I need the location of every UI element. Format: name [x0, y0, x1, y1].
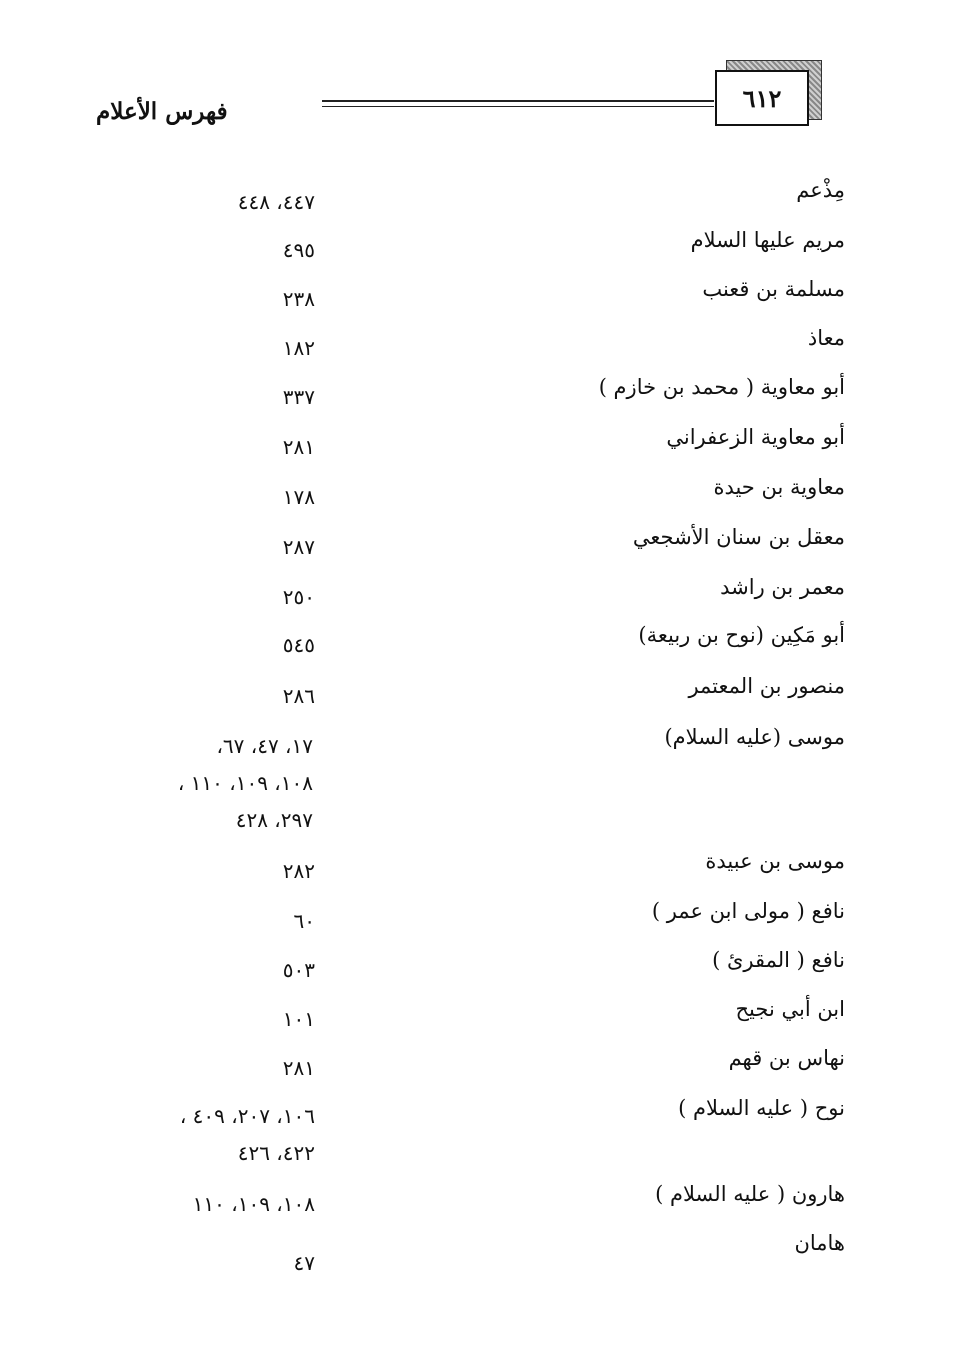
entry-name: أبو معاوية الزعفراني — [666, 425, 845, 449]
page-number: ٦١٢ — [742, 83, 782, 113]
entry-name: موسى بن عبيدة — [705, 849, 845, 873]
entry-pages: ٢٨١ — [282, 435, 315, 459]
entry-name: نافع ( مولى ابن عمر ) — [651, 899, 845, 923]
entry-pages: ٣٣٧ — [282, 385, 315, 409]
entry-pages: ٢٨٦ — [282, 684, 315, 708]
entry-pages: ١٧٨ — [282, 485, 315, 509]
entry-name: مسلمة بن قعنب — [702, 277, 845, 301]
entry-name: هارون ( عليه السلام ) — [655, 1182, 845, 1206]
entry-pages: ٢٨١ — [282, 1056, 315, 1080]
entry-pages: ١٠١ — [282, 1007, 315, 1031]
header-rule-thin — [322, 106, 714, 107]
page-number-box — [715, 70, 809, 126]
entry-name: مِذْعم — [796, 178, 845, 202]
entry-name: أبو معاوية ( محمد بن خازم ) — [598, 375, 845, 399]
page-header-title: فهرس الأعلام — [96, 98, 228, 125]
entry-pages: ٦٠ — [293, 909, 315, 933]
entry-pages: ٢٣٨ — [282, 287, 315, 311]
entry-name: موسى (عليه السلام) — [664, 725, 845, 749]
entry-name: مريم عليها السلام — [690, 228, 845, 252]
entry-pages: ١٠٦، ٢٠٧، ٤٠٩ ، ٤٢٢، ٤٢٦ — [179, 1104, 315, 1165]
entry-pages: ٤٤٧، ٤٤٨ — [237, 190, 315, 214]
entry-name: معمر بن راشد — [720, 575, 845, 599]
entry-pages: ٤٧ — [293, 1251, 315, 1275]
entry-pages: ١٨٢ — [282, 336, 315, 360]
entry-name: ابن أبي نجيح — [735, 997, 845, 1021]
entry-name: أبو مَكِين (نوح بن ربيعة) — [638, 623, 845, 647]
entry-name: نوح ( عليه السلام ) — [678, 1096, 845, 1120]
entry-pages: ١٠٨، ١٠٩، ١١٠ — [192, 1192, 315, 1216]
entry-pages: ٢٨٧ — [282, 535, 315, 559]
entry-pages: ٢٨٢ — [282, 859, 315, 883]
entry-pages: ١٧، ٤٧، ٦٧، ١٠٨، ١٠٩، ١١٠ ، ٢٩٧، ٤٢٨ — [177, 734, 313, 832]
entry-name: نافع ( المقرئ ) — [712, 948, 845, 972]
entry-name: معقل بن سنان الأشجعي — [632, 525, 845, 549]
entry-name: معاوية بن حيدة — [713, 475, 845, 499]
entry-name: هامان — [794, 1231, 845, 1255]
entry-pages: ٤٩٥ — [282, 238, 315, 262]
entry-pages: ٥٠٣ — [282, 958, 315, 982]
entry-name: معاذ — [807, 326, 845, 350]
entry-pages: ٢٥٠ — [282, 585, 315, 609]
entry-name: منصور بن المعتمر — [688, 674, 845, 698]
entry-name: نهاس بن قهم — [728, 1046, 845, 1070]
entry-pages: ٥٤٥ — [282, 633, 315, 657]
header-rule — [322, 100, 714, 102]
